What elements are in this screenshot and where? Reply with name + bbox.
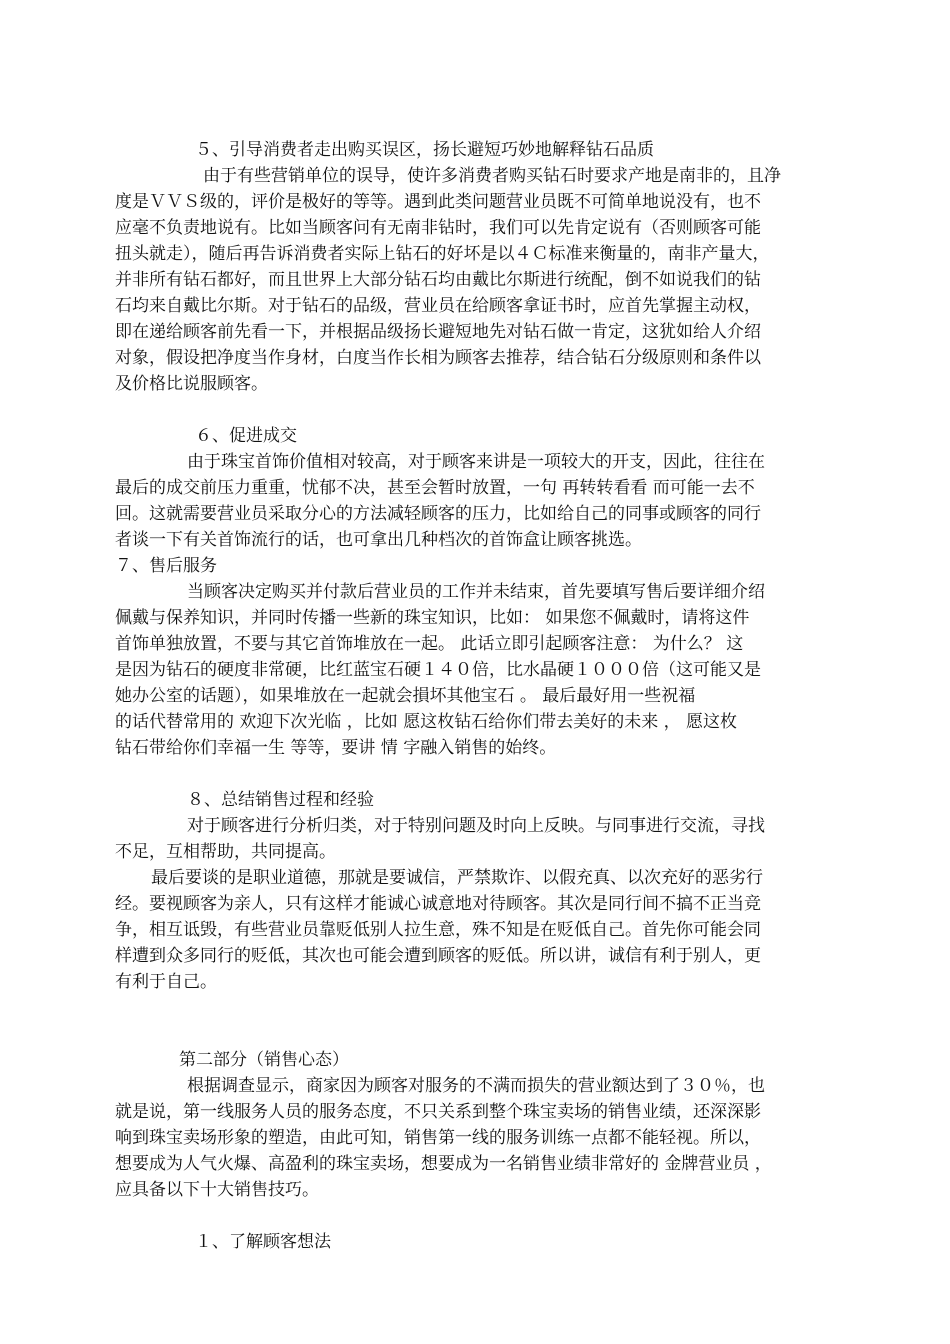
text-line: 她办公室的话题），如果堆放在一起就会損坏其他宝石 。 最后最好用一些祝福 — [115, 686, 696, 706]
text-line: 样遭到众多同行的贬低，其次也可能会遭到顾客的贬低。所以讲，诚信有利于别人，更 — [115, 946, 761, 966]
section-8-body-a — [115, 813, 840, 865]
text-line: 想要成为人气火爆、高盈利的珠宝卖场，想要成为一名销售业绩非常好的 金牌营业员 ， — [115, 1154, 772, 1174]
text-line: 钻石带给你们幸福一生 等等，要讲 情 字融入销售的始终。 — [115, 738, 557, 758]
text-line: 并非所有钻石都好，而且世界上大部分钻石均由戴比尔斯进行统配，倒不如说我们的钻 — [115, 270, 761, 290]
section-5-body — [115, 163, 840, 397]
text-line: 首饰单独放置，不要与其它首饰堆放在一起。 此话立即引起顾客注意： 为什么？ 这 — [115, 634, 744, 654]
text-line: 石均来自戴比尔斯。对于钻石的品级，营业员在给顾客拿证书时，应首先掌握主动权， — [115, 296, 761, 316]
text-line: 佩戴与保养知识，并同时传播一些新的珠宝知识，比如： 如果您不佩戴时，请将这件 — [115, 608, 750, 628]
document-page — [115, 137, 840, 1255]
text-line: 对于顾客进行分析归类，对于特别问题及时向上反映。与同事进行交流，寻找 — [187, 816, 765, 836]
text-line: 度是ＶＶＳ级的，评价是极好的等等。遇到此类问题营业员既不可简单地说没有，也不 — [115, 192, 761, 212]
text-line: 应具备以下十大销售技巧。 — [115, 1180, 319, 1200]
section-6-body — [115, 449, 840, 553]
section-7-body — [115, 579, 840, 761]
text-line: 对象，假设把净度当作身材，白度当作长相为顾客去推荐，结合钻石分级原则和条件以 — [115, 348, 761, 368]
section-8-body-b — [115, 865, 840, 995]
text-line: 由于有些营销单位的误导，使许多消费者购买钻石时要求产地是南非的，且净 — [203, 166, 781, 186]
text-line: 扭头就走），随后再告诉消费者实际上钻石的好坏是以４Ｃ标准来衡量的，南非产量大， — [115, 244, 770, 264]
text-line: 最后的成交前压力重重，忧郁不决，甚至会暂时放置，一句 再转转看看 而可能一去不 — [115, 478, 755, 498]
text-line: 应毫不负责地说有。比如当顾客问有无南非钻时，我们可以先肯定说有（否则顾客可能 — [115, 218, 761, 238]
text-line: 根据调查显示，商家因为顾客对服务的不满而损失的营业额达到了３０％，也 — [187, 1076, 765, 1096]
text-line: 最后要谈的是职业道德，那就是要诚信，严禁欺诈、以假充真、以次充好的恶劣行 — [151, 868, 763, 888]
section-5-heading: ５、引导消费者走出购买误区，扬长避短巧妙地解释钻石品质 — [195, 140, 654, 160]
text-line: 由于珠宝首饰价值相对较高，对于顾客来讲是一项较大的开支，因此，往往在 — [187, 452, 765, 472]
point-1-heading: １、了解顾客想法 — [195, 1232, 331, 1252]
text-line: 争，相互诋毁，有些营业员靠贬低别人拉生意，殊不知是在贬低自己。首先你可能会同 — [115, 920, 761, 940]
text-line: 有利于自己。 — [115, 972, 217, 992]
text-line: 即在递给顾客前先看一下，并根据品级扬长避短地先对钻石做一肯定，这犹如给人介绍 — [115, 322, 761, 342]
text-line: 回。这就需要营业员采取分心的方法减轻顾客的压力，比如给自己的同事或顾客的同行 — [115, 504, 761, 524]
section-7-heading: ７、售后服务 — [115, 556, 217, 576]
text-line: 就是说，第一线服务人员的服务态度，不只关系到整个珠宝卖场的销售业绩，还深深影 — [115, 1102, 761, 1122]
part-2-body — [115, 1073, 840, 1203]
text-line: 响到珠宝卖场形象的塑造，由此可知，销售第一线的服务训练一点都不能轻视。所以， — [115, 1128, 761, 1148]
section-8-heading: ８、总结销售过程和经验 — [187, 790, 374, 810]
section-6-heading: ６、促进成交 — [195, 426, 297, 446]
text-line: 及价格比说服顾客。 — [115, 374, 268, 394]
text-line: 不足，互相帮助，共同提高。 — [115, 842, 336, 862]
text-line: 当顾客决定购买并付款后营业员的工作并未结束，首先要填写售后要详细介绍 — [187, 582, 765, 602]
text-line: 者谈一下有关首饰流行的话，也可拿出几种档次的首饰盒让顾客挑选。 — [115, 530, 642, 550]
text-line: 是因为钻石的硬度非常硬，比红蓝宝石硬１４０倍，比水晶硬１０００倍（这可能又是 — [115, 660, 761, 680]
part-2-heading: 第二部分（销售心态） — [179, 1050, 349, 1070]
text-line: 经。要视顾客为亲人，只有这样才能诚心诚意地对待顾客。其次是同行间不搞不正当竞 — [115, 894, 761, 914]
text-line: 的话代替常用的 欢迎下次光临 ，比如 愿这枚钻石给你们带去美好的未来 ， 愿这枚 — [115, 712, 738, 732]
